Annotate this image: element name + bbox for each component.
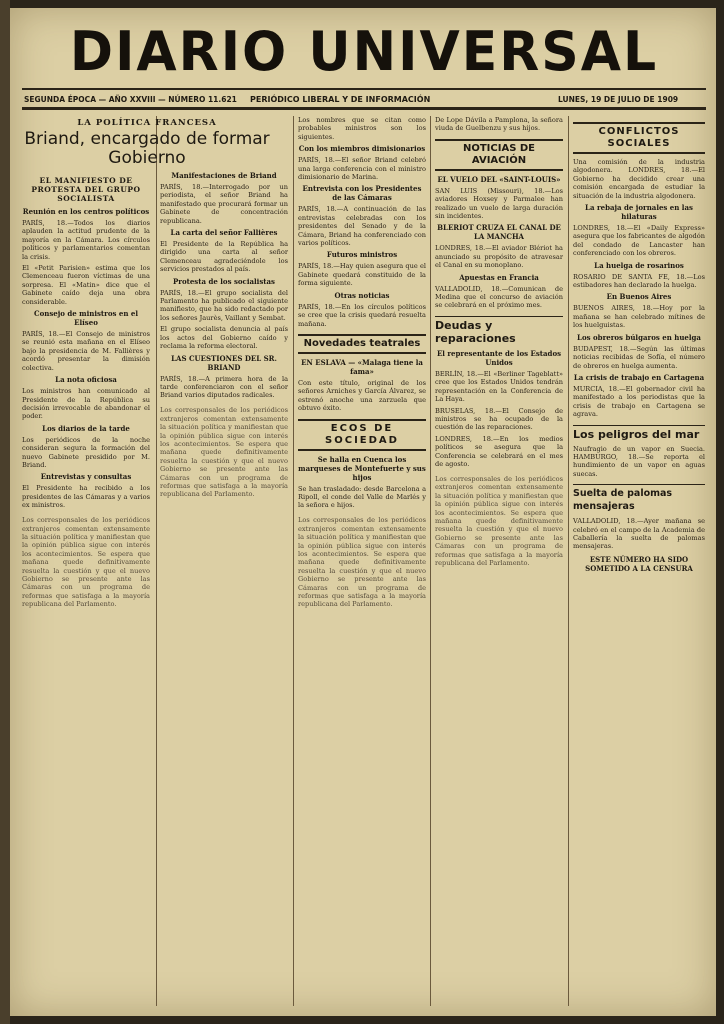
- subheading: Apuestas en Francia: [459, 272, 539, 282]
- paragraph: PARÍS, 18.—Todos los diarios aplauden la actitud prudente de la mayoría en la Cámara. Los círculos políticos y parlamentarios comentan la crisis.: [22, 219, 150, 261]
- paragraph: BERLÍN, 18.—El «Berliner Tageblatt» cree que los Estados Unidos tendrán representación en la Conferencia de La Haya.: [435, 369, 563, 404]
- paragraph: VALLADOLID, 18.—Comunican de Medina que el concurso de aviación se celebrará en el próximo mes.: [435, 284, 563, 310]
- section-heading-theatre: Novedades teatrales: [298, 334, 426, 354]
- paragraph: BUDAPEST, 18.—Según las últimas noticias recibidas de Sofía, el número de obreros en huelga aumenta.: [573, 344, 705, 370]
- paragraph: Con este título, original de los señores Arniches y García Álvarez, se estrenó anoche una zarzuela que obtuvo éxito.: [298, 378, 426, 413]
- paragraph: SAN LUIS (Missouri), 18.—Los aviadores Hoxsey y Parmalee han realizado un vuelo de larga duración sin incidentes.: [435, 186, 563, 221]
- body-filler: Los corresponsales de los periódicos extranjeros comentan extensamente la situación política y manifiestan que la opinión pública sigue con interés los acontecimientos. Se espera que mañana quede definitivamente resuelta la cuestión y que el nuevo Gobierno se presente ante las Cámaras con un programa de reformas que satisfaga a la mayoría republicana del Parlamento.: [160, 406, 288, 499]
- binding-edge: [0, 0, 10, 1024]
- subheading: La crisis de trabajo en Cartagena: [573, 372, 705, 382]
- section-heading-pigeons: Suelta de palomas mensajeras: [573, 484, 705, 513]
- subheading: La huelga de rosarinos: [594, 260, 684, 270]
- paragraph: Los periódicos de la noche consideran segura la formación del nuevo Gabinete presidido por M. Briand.: [22, 435, 150, 469]
- paragraph: Se han trasladado: desde Barcelona a Ripoll, el conde del Valle de Marlés y la señora e hijos.: [298, 484, 426, 510]
- censorship-note: ESTE NÚMERO HA SIDO SOMETIDO A LA CENSURA: [585, 554, 693, 573]
- subheading: Con los miembros dimisionarios: [298, 144, 426, 154]
- masthead-rule-top: [22, 88, 706, 90]
- issue-line-right: LUNES, 19 DE JULIO DE 1909: [558, 95, 679, 104]
- subheading: Manifestaciones de Briand: [171, 171, 277, 180]
- subheading: Se halla en Cuenca los marqueses de Montefuerte y sus hijos: [298, 454, 426, 482]
- newspaper-page: [10, 8, 716, 1016]
- masthead-rule-bottom: [22, 107, 706, 110]
- paragraph: LONDRES, 18.—El aviador Blériot ha anunciado su propósito de atravesar el Canal en su monoplano.: [435, 244, 563, 270]
- paragraph: BRUSELAS, 18.—El Consejo de ministros se ha ocupado de la cuestión de las reparaciones.: [435, 406, 563, 432]
- column-divider: [156, 116, 157, 1006]
- paragraph: De Lope Dávila a Pamplona, la señora viuda de Guelbenzu y sus hijos.: [435, 116, 563, 133]
- paragraph: MURCIA, 18.—El gobernador civil ha manifestado a los periodistas que la crisis de trabajo en Cartagena se agrava.: [573, 384, 705, 419]
- paragraph: PARÍS, 18.—A continuación de las entrevistas celebradas con los presidentes del Senado y de la Cámara, Briand ha conferenciado con varios políticos.: [298, 205, 426, 248]
- subheading: El representante de los Estados Unidos: [436, 348, 562, 367]
- column-3: [298, 116, 426, 1008]
- section-heading-aviation: NOTICIAS DE AVIACIÓN: [435, 139, 563, 171]
- section-heading-social: CONFLICTOS SOCIALES: [573, 122, 705, 154]
- subheading: EN ESLAVA — «Malaga tiene la fama»: [301, 357, 423, 376]
- paragraph: Los ministros han comunicado al Presidente de la República su decisión irrevocable de abandonar el poder.: [22, 387, 150, 421]
- masthead: DIARIO UNIVERSAL: [69, 20, 659, 84]
- subheading: La nota oficiosa: [55, 375, 117, 385]
- article-headline: Briand, encargado de formar Gobierno: [24, 129, 270, 168]
- column-5: [573, 116, 705, 1008]
- subheading: Entrevistas y consultas: [40, 472, 132, 482]
- paragraph: PARÍS, 18.—El señor Briand celebró una larga conferencia con el ministro dimisionario de Marina.: [298, 156, 426, 182]
- paragraph: Naufragio de un vapor en Suecia. HAMBURGO, 18.—Se reporta el hundimiento de un vapor en aguas suecas.: [573, 444, 705, 478]
- subheading: Los diarios de la tarde: [42, 423, 130, 433]
- body-filler: Los corresponsales de los periódicos extranjeros comentan extensamente la situación política y manifiestan que la opinión pública sigue con interés los acontecimientos. Se espera que mañana quede definitivamente resuelta la cuestión y que el nuevo Gobierno se presente ante las Cámaras con un programa de reformas que satisfaga a la mayoría republicana del Parlamento.: [22, 516, 150, 609]
- paragraph: El grupo socialista denuncia al país los actos del Gobierno caído y reclama la reforma electoral.: [160, 325, 288, 351]
- column-divider: [568, 116, 569, 1006]
- subheading: Futuros ministros: [326, 250, 398, 260]
- paragraph: PARÍS, 18.—El Consejo de ministros se reunió esta mañana en el Elíseo bajo la presidencia de M. Fallières y acordó presentar la dimisión colectiva.: [22, 330, 150, 372]
- manifesto-heading: EL MANIFIESTO DE PROTESTA DEL GRUPO SOCIALISTA: [31, 176, 141, 203]
- subheading: Otras noticias: [334, 290, 390, 300]
- subheading: Consejo de ministros en el Elíseo: [34, 309, 138, 328]
- subheading: LAS CUESTIONES DEL SR. BRIAND: [171, 353, 277, 372]
- article-kicker: LA POLÍTICA FRANCESA: [77, 118, 217, 128]
- subheading: Protesta de los socialistas: [173, 276, 275, 286]
- body-filler: Los corresponsales de los periódicos extranjeros comentan extensamente la situación política y manifiestan que la opinión pública sigue con interés los acontecimientos. Se espera que mañana quede definitivamente resuelta la cuestión y que el nuevo Gobierno se presente ante las Cámaras con un programa de reformas que satisfaga a la mayoría republicana del Parlamento.: [298, 516, 426, 609]
- paragraph: PARÍS, 18.—Hay quien asegura que el Gabinete quedará constituido de la forma siguiente.: [298, 262, 426, 288]
- subheading: La carta del señor Fallières: [170, 228, 278, 238]
- paragraph: LONDRES, 18.—En los medios políticos se asegura que la Conferencia se celebrará en el mes de agosto.: [435, 434, 563, 468]
- paragraph: PARÍS, 18.—A primera hora de la tarde conferenciaron con el señor Briand varios diputados radicales.: [160, 374, 288, 400]
- paragraph: VALLADOLID, 18.—Ayer mañana se celebró en el campo de la Academia de Caballería la suelta de palomas mensajeras.: [573, 517, 705, 551]
- subheading: Entrevista con los Presidentes de las Cámaras: [302, 184, 422, 203]
- subheading: Los obreros búlgaros en huelga: [577, 332, 701, 342]
- column-divider: [293, 116, 294, 1006]
- issue-line-center: PERIÓDICO LIBERAL Y DE INFORMACIÓN: [250, 95, 431, 104]
- paragraph: El Presidente ha recibido a los presidentes de las Cámaras y a varios ex ministros.: [22, 484, 150, 510]
- subheading: Reunión en los centros políticos: [22, 207, 150, 216]
- subheading: EL VUELO DEL «SAINT-LOUIS»: [437, 174, 561, 184]
- section-heading-society: ECOS DE SOCIEDAD: [298, 419, 426, 451]
- paragraph: Los nombres que se citan como probables ministros son los siguientes.: [298, 116, 426, 141]
- paragraph: PARÍS, 18.—Interrogado por un periodista, el señor Briand ha manifestado que procurará formar un Gabinete de concentración republicana.: [160, 183, 288, 225]
- paragraph: El Presidente de la República ha dirigido una carta al señor Clemenceau agradeciéndole los servicios prestados al país.: [160, 240, 288, 274]
- issue-line-left: SEGUNDA ÉPOCA — AÑO XXVIII — NÚMERO 11.621: [24, 95, 237, 104]
- column-divider: [430, 116, 431, 1006]
- subheading: En Buenos Aires: [606, 292, 672, 302]
- section-heading-debts: Deudas y reparaciones: [435, 316, 563, 345]
- body-filler: Los corresponsales de los periódicos extranjeros comentan extensamente la situación política y manifiestan que la opinión pública sigue con interés los acontecimientos. Se espera que mañana quede definitivamente resuelta la cuestión y que el nuevo Gobierno se presente ante las Cámaras con un programa de reformas que satisfaga a la mayoría republicana del Parlamento.: [435, 474, 563, 567]
- section-heading-sea: Los peligros del mar: [573, 425, 705, 441]
- subheading: BLERIOT CRUZA EL CANAL DE LA MANCHA: [437, 223, 561, 242]
- paragraph: PARÍS, 18.—El grupo socialista del Parlamento ha publicado el siguiente manifiesto, que ha sido redactado por los señores Jaurès, Vaillant y Sembat.: [160, 288, 288, 322]
- column-4: [435, 116, 563, 1008]
- paragraph: LONDRES, 18.—El «Daily Express» asegura que los fabricantes de algodón del condado de Lancaster han conferenciado con los obreros.: [573, 224, 705, 258]
- column-2: [160, 168, 288, 1008]
- paragraph: El «Petit Parisien» estima que los Clemenceau fueron víctimas de una sorpresa. El «Matin» dice que el Gabinete caído deja una obra considerable.: [22, 264, 150, 306]
- paragraph: ROSARIO DE SANTA FE, 18.—Los estibadores han declarado la huelga.: [573, 272, 705, 290]
- paragraph: PARÍS, 18.—En los círculos políticos se cree que la crisis quedará resuelta mañana.: [298, 302, 426, 328]
- paragraph: Una comisión de la industria algodonera. LONDRES, 18.—El Gobierno ha decidido crear una comisión encargada de estudiar la situación de la industria algodonera.: [573, 158, 705, 200]
- subheading: La rebaja de jornales en las hilaturas: [585, 203, 693, 222]
- paragraph: BUENOS AIRES, 18.—Hoy por la mañana se han celebrado mítines de los huelguistas.: [573, 304, 705, 330]
